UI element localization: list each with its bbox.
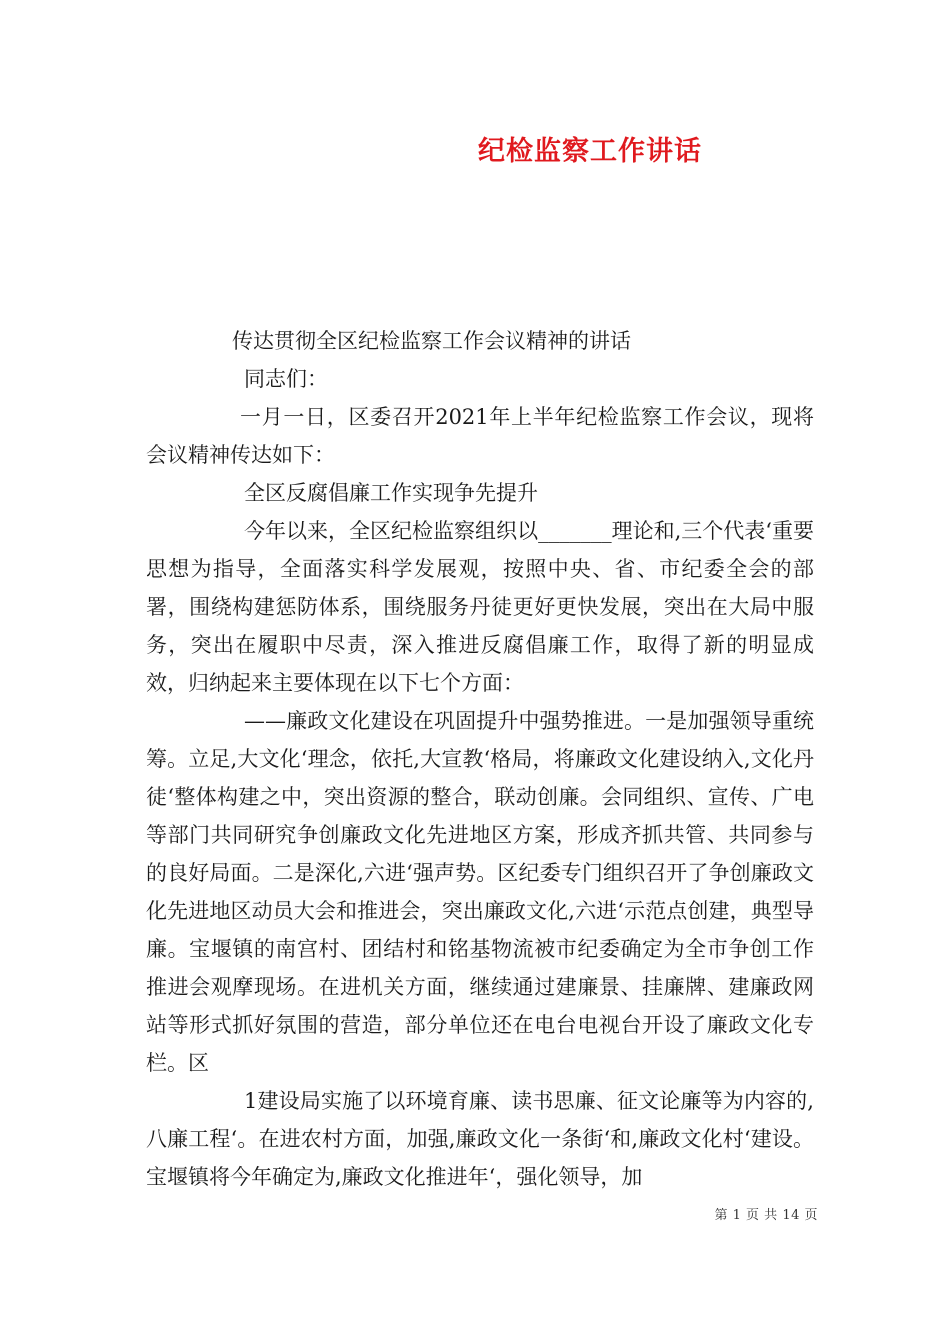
document-title: 纪检监察工作讲话 [478, 136, 702, 167]
paragraph-2: 今年以来，全区纪检监察组织以_______理论和,三个代表‘重要思想为指导，全面落实科学发展观，按照中央、省、市纪委全会的部署，围绕构建惩防体系，围绕服务丹徒更好更快发展，突出在大局中服务，突出在履职中尽责，深入推进反腐倡廉工作，取得了新的明显成效，归纳起来主要体现在以下七个方面： [146, 519, 814, 695]
document-body [146, 322, 814, 1196]
paragraph-4: 1建设局实施了以环境育廉、读书思廉、征文论廉等为内容的,八廉工程‘。在进农村方面，加强,廉政文化一条街‘和,廉政文化村‘建设。宝堰镇将今年确定为,廉政文化推进年‘，强化领导，加 [146, 1089, 814, 1189]
paragraph-1: 一月一日，区委召开2021年上半年纪检监察工作会议，现将会议精神传达如下： [146, 405, 814, 467]
paragraph-3: ——廉政文化建设在巩固提升中强势推进。一是加强领导重统筹。立足,大文化‘理念，依托,大宣教‘格局，将廉政文化建设纳入,文化丹徒‘整体构建之中，突出资源的整合，联动创廉。会同组织、宣传、广电等部门共同研究争创廉政文化先进地区方案，形成齐抓共管、共同参与的良好局面。二是深化,六进‘强声势。区纪委专门组织召开了争创廉政文化先进地区动员大会和推进会，突出廉政文化,六进‘示范点创建，典型导廉。宝堰镇的南宫村、团结村和铭基物流被市纪委确定为全市争创工作推进会观摩现场。在进机关方面，继续通过建廉景、挂廉牌、建廉政网站等形式抓好氛围的营造，部分单位还在电台电视台开设了廉政文化专栏。区 [146, 709, 814, 1075]
document-subtitle: 传达贯彻全区纪检监察工作会议精神的讲话 [232, 329, 631, 353]
section-heading: 全区反腐倡廉工作实现争先提升 [244, 481, 538, 505]
salutation: 同志们： [244, 367, 328, 391]
page-number: 第 1 页 共 14 页 [714, 1208, 818, 1223]
